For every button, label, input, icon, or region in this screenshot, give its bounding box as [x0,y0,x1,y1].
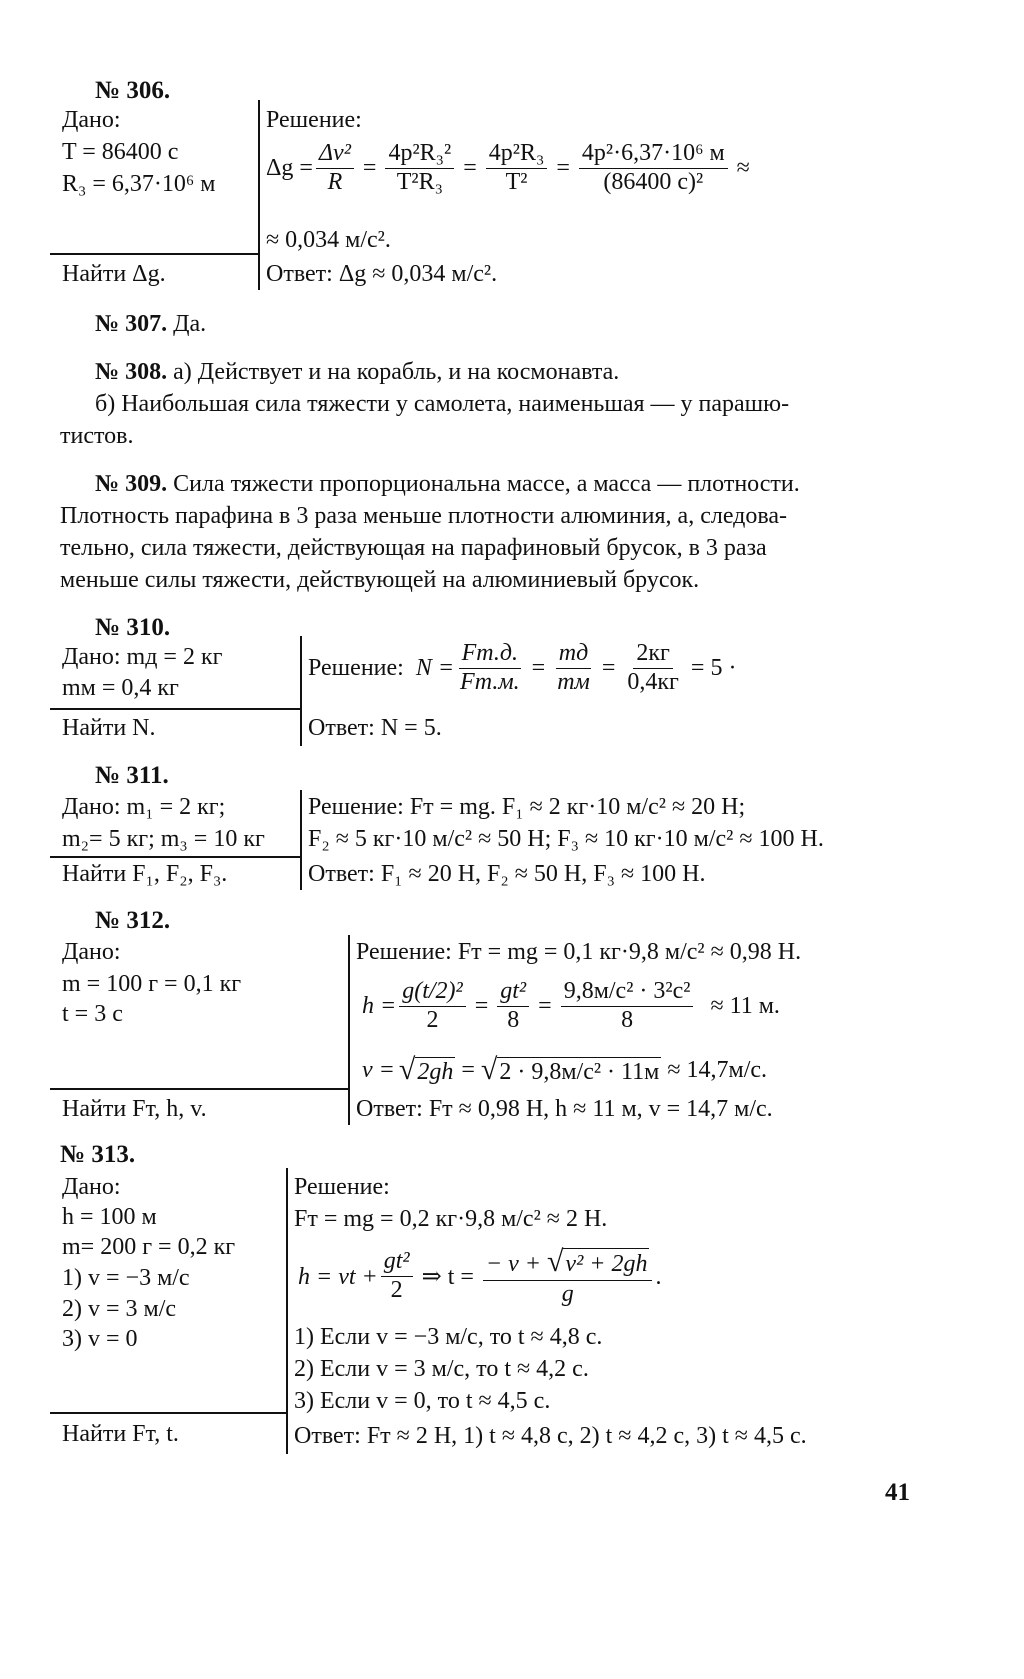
problem-313-number: № 313. [60,1141,136,1168]
fraction: $\frac{mд}{mм}$ [557,640,590,695]
given-label: Дано: [62,939,121,965]
solution-line: Решение: Fт = mg. F₁ ≈ 2 кг·10 м/с² ≈ 20 Н; [308,794,746,820]
answer: Ответ: F₁ ≈ 20 Н, F₂ ≈ 50 Н, F₃ ≈ 100 Н. [308,861,706,887]
fraction: $\frac{\text{− v + √v² + 2gh}}{g}$ [483,1245,653,1308]
find-label: Найти Δg. [62,261,166,287]
divider [50,1088,348,1090]
radicand: v² + 2gh [563,1248,649,1277]
answer: Ответ: Fт ≈ 0,98 Н, h ≈ 11 м, v = 14,7 м/с. [356,1096,773,1122]
solution-formula: h = $\frac{\text{g(t/2)²}}{2}$ = $\frac{\text{gt²}}{8}$ = $\frac{\text{9,8м/с² · 3²с²}}{8}$ ≈ 11 м. [362,978,780,1033]
problem-308-line: б) Наибольшая сила тяжести у самолета, наименьшая — у парашю- [95,391,790,417]
given-value: 3) v = 0 [62,1326,138,1352]
divider [258,100,260,290]
problem-306-number: № 306. [95,77,171,104]
radicand: 2 · 9,8м/с² · 11м [499,1058,660,1085]
problem-307-number: № 307. [95,311,168,337]
solution-line: Решение: Fт = mg = 0,1 кг·9,8 м/с² ≈ 0,98 Н. [356,939,802,965]
solution-line: 2) Если v = 3 м/с, то t ≈ 4,2 с. [294,1356,589,1382]
solution-result: ≈ 0,034 м/с². [266,227,391,253]
find-label: Найти N. [62,715,156,741]
solution-line: 1) Если v = −3 м/с, то t ≈ 4,8 с. [294,1324,603,1350]
solution-line: 3) Если v = 0, то t ≈ 4,5 с. [294,1388,551,1414]
fraction: $\frac{\text{4p²·6,37·10⁶ м}}{\text{(86400 с)²}}$ [579,140,728,196]
given-value: Дано: mд = 2 кг [62,644,223,670]
fraction: $\frac{Fт.д.}{Fт.м.}$ [460,640,520,695]
problem-311-number: № 311. [95,762,169,789]
divider [50,708,300,710]
solution-formula: v = √ 2gh = √ 2 · 9,8м/с² · 11м ≈ 14,7м/с. [362,1053,768,1086]
given-value: m= 200 г = 0,2 кг [62,1234,236,1260]
solution-formula: Δg = $\frac{\text{Δv²}}{R}$ = $\frac{\text{4p²R₃²}}{\text{T²R₃}}$ = $\frac{\text{4p²R₃}}{\text{T²}}$ = $\frac{\text{4p²·6,37·10⁶ м}}{\text{(86400 с)²}}$ ≈ [266,140,750,195]
solution-formula: h = vt + $\frac{\text{gt²}}{2}$ ⇒ t = $\frac{\text{− v + √v² + 2gh}}{g}$ . [298,1245,662,1307]
solution-line: F₂ ≈ 5 кг·10 м/с² ≈ 50 Н; F₃ ≈ 10 кг·10 м/с² ≈ 100 Н. [308,826,824,852]
given-value: m₂= 5 кг; m₃ = 10 кг [62,826,265,852]
problem-310-number: № 310. [95,614,171,641]
answer: Ответ: Fт ≈ 2 Н, 1) t ≈ 4,8 с, 2) t ≈ 4,2 с, 3) t ≈ 4,5 с. [294,1423,807,1449]
fraction: $\frac{\text{Δv²}}{R}$ [316,140,354,196]
solution-label: Решение: [266,107,362,133]
fraction: $\frac{\text{4p²R₃}}{\text{T²}}$ [486,140,548,196]
solution-label: Решение: [294,1174,390,1200]
problem-309-line: № 309. Сила тяжести пропорциональна массе, а масса — плотности. [95,471,800,497]
divider [300,636,302,746]
fraction: $\frac{\text{g(t/2)²}}{2}$ [399,978,466,1034]
problem-309-line: Плотность парафина в 3 раза меньше плотности алюминия, а, следова- [60,503,788,529]
given-value: mм = 0,4 кг [62,675,179,701]
fraction: $\frac{2кг}{0,4кг}$ [627,640,679,695]
divider [348,935,350,1125]
given-value: t = 3 с [62,1001,123,1027]
answer: Ответ: N = 5. [308,715,442,741]
problem-308-line: № 308. а) Действует и на корабль, и на космонавта. [95,359,620,385]
solution-label: Решение: [308,655,404,682]
fraction: $\frac{\text{gt²}}{8}$ [497,978,529,1034]
divider [286,1168,288,1454]
problem-308-line: тистов. [60,423,134,449]
solution-line: Fт = mg = 0,2 кг·9,8 м/с² ≈ 2 Н. [294,1206,608,1232]
divider [50,856,300,858]
given-value: m = 100 г = 0,1 кг [62,971,242,997]
problem-307-text: Да. [173,311,207,337]
radicand: 2gh [417,1058,454,1085]
fraction: $\frac{\text{gt²}}{2}$ [381,1248,413,1304]
divider [300,790,302,890]
given-value: T = 86400 с [62,139,179,165]
problem-309-line: меньше силы тяжести, действующей на алюминиевый брусок. [60,567,700,593]
solution-formula: Решение: N = $\frac{Fт.д.}{Fт.м.}$ = $\frac{mд}{mм}$ = $\frac{2кг}{0,4кг}$ = 5 · [308,640,737,695]
formula-lhs: Δg = [266,155,313,182]
given-value: 2) v = 3 м/с [62,1296,177,1322]
given-label: Дано: [62,1174,121,1200]
find-label: Найти Fт, t. [62,1421,179,1447]
page-number: 41 [885,1479,910,1506]
given-value: Дано: m₁ = 2 кг; [62,794,226,820]
given-value: 1) v = −3 м/с [62,1265,190,1291]
divider [50,1412,286,1414]
fraction: $\frac{\text{4p²R₃²}}{\text{T²R₃}}$ [385,140,454,196]
given-value: R₃ = 6,37·10⁶ м [62,171,216,197]
given-label: Дано: [62,107,121,133]
divider [50,253,258,255]
find-label: Найти F₁, F₂, F₃. [62,861,228,887]
find-label: Найти Fт, h, v. [62,1096,207,1122]
problem-308-number: № 308. [95,359,168,385]
problem-309-number: № 309. [95,471,168,497]
fraction: $\frac{\text{9,8м/с² · 3²с²}}{8}$ [561,978,694,1034]
answer: Ответ: Δg ≈ 0,034 м/с². [266,261,498,287]
problem-309-line: тельно, сила тяжести, действующая на парафиновый брусок, в 3 раза [60,535,767,561]
given-value: h = 100 м [62,1204,157,1230]
problem-312-number: № 312. [95,907,171,934]
problem-307 [95,312,206,336]
